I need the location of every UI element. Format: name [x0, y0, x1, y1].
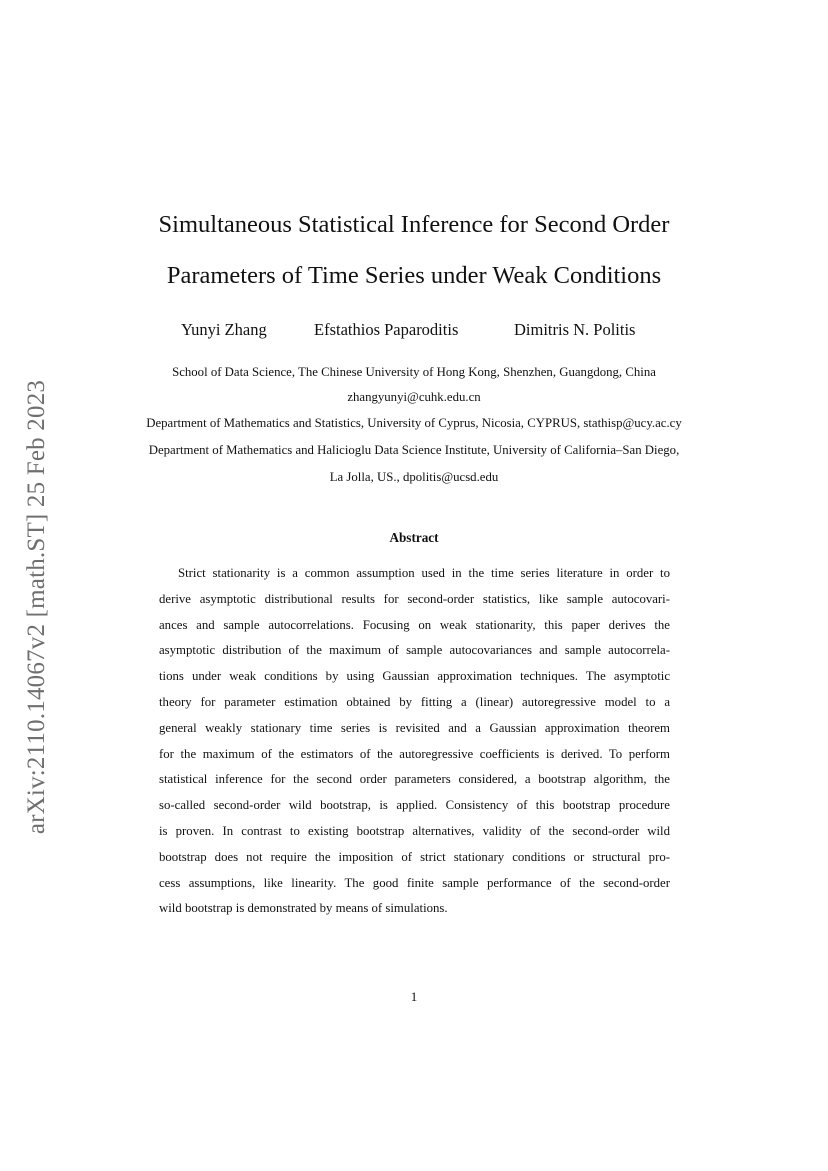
abstract-line: ances and sample autocorrelations. Focusing on weak stationarity, this paper derives the [159, 617, 670, 632]
abstract-line: is proven. In contrast to existing bootstrap alternatives, validity of the second-order wild [159, 823, 670, 838]
abstract-line: for the maximum of the estimators of the autoregressive coefficients is derived. To perform [159, 746, 670, 761]
author-name: Efstathios Paparoditis [314, 320, 459, 339]
abstract-line: theory for parameter estimation obtained by fitting a (linear) autoregressive model to a [159, 694, 670, 709]
affiliation-line: Department of Mathematics and Statistics, University of Cyprus, Nicosia, CYPRUS, stathisp@ucy.ac.cy [146, 416, 682, 430]
abstract-body [159, 561, 670, 922]
abstract-line: statistical inference for the second order parameters considered, a bootstrap algorithm, the [159, 772, 670, 787]
page-number: 1 [410, 989, 418, 1004]
author-name: Yunyi Zhang [181, 320, 267, 339]
abstract-line: derive asymptotic distributional results for second-order statistics, like sample autocovari- [159, 591, 670, 606]
abstract-heading: Abstract [389, 530, 439, 545]
abstract-line: wild bootstrap is demonstrated by means of simulations. [159, 901, 448, 916]
paper-title-line-1: Simultaneous Statistical Inference for Second Order [158, 211, 670, 238]
abstract-line: so-called second-order wild bootstrap, is applied. Consistency of this bootstrap procedure [159, 798, 670, 813]
abstract-line: asymptotic distribution of the maximum of sample autocovariances and sample autocorrela- [159, 643, 670, 658]
affiliation-line: Department of Mathematics and Halicioglu Data Science Institute, University of California–San Diego, [148, 443, 680, 457]
abstract-line: general weakly stationary time series is revisited and a Gaussian approximation theorem [159, 720, 670, 735]
arxiv-identifier-stamp: arXiv:2110.14067v2 [math.ST] 25 Feb 2023 [23, 379, 50, 835]
author-name: Dimitris N. Politis [514, 320, 636, 339]
abstract-line: tions under weak conditions by using Gaussian approximation techniques. The asymptotic [159, 669, 670, 684]
affiliation-line: School of Data Science, The Chinese University of Hong Kong, Shenzhen, Guangdong, China [172, 365, 656, 379]
affiliation-line: La Jolla, US., dpolitis@ucsd.edu [329, 470, 499, 484]
abstract-line: bootstrap does not require the imposition of strict stationary conditions or structural pro- [159, 849, 670, 864]
affiliation-email: zhangyunyi@cuhk.edu.cn [347, 390, 481, 404]
abstract-line: cess assumptions, like linearity. The good finite sample performance of the second-order [159, 875, 670, 890]
paper-title-line-2: Parameters of Time Series under Weak Conditions [166, 262, 662, 289]
abstract-line: Strict stationarity is a common assumption used in the time series literature in order to [178, 566, 670, 580]
